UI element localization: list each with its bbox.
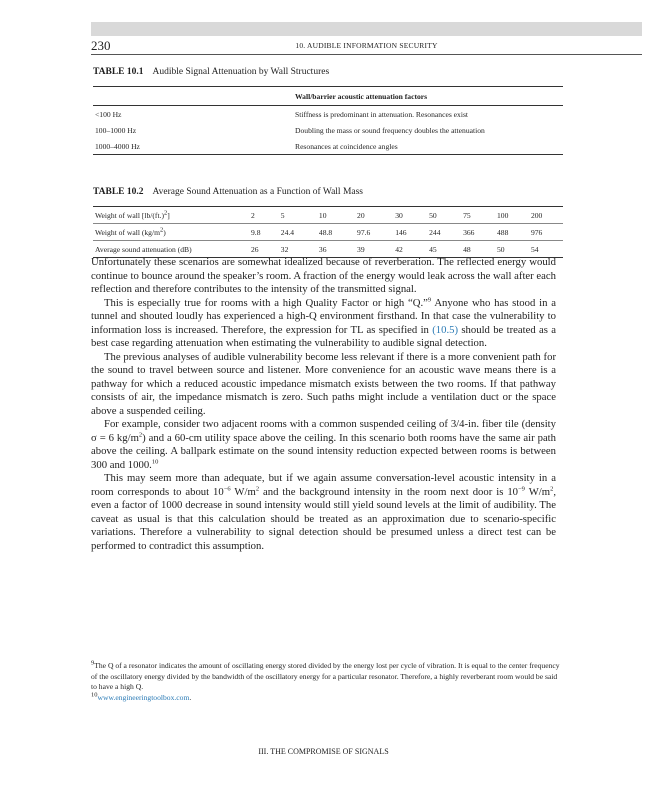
footnote-10: $^{10}$www.engineeringtoolbox.com. <box>91 690 192 702</box>
table2-cell: 39 <box>355 241 393 258</box>
table2-label: TABLE 10.2 <box>93 187 144 197</box>
table-row <box>93 122 563 138</box>
footnotes <box>91 661 561 703</box>
table-row <box>93 106 563 123</box>
table2-cell: 24.4 <box>279 224 317 241</box>
page-number: 230 <box>91 38 111 53</box>
table2-cell: 50 <box>495 241 529 258</box>
table2-cell: 45 <box>427 241 461 258</box>
table1-freq: 1000–4000 Hz <box>93 138 293 155</box>
footnote-9: $^9$The Q of a resonator indicates the amount of oscillating energy stored divided by the energy lost per cycle of vibration. It is equal to the center frequency of the oscillatory energy divided by the bandwidth of the oscillatory energy for a particular resonator. Therefore, a highly reverberant room would be said to have a high Q. <box>91 659 560 691</box>
table2-cell: 32 <box>279 241 317 258</box>
page-header <box>91 38 642 55</box>
table2-row-label: Weight of wall $[lb/(ft.)^2]$ <box>93 207 249 224</box>
table2-cell: 26 <box>249 241 279 258</box>
table2-cell: 36 <box>317 241 355 258</box>
page-footer: III. THE COMPROMISE OF SIGNALS <box>258 747 389 756</box>
table2 <box>93 206 563 258</box>
table2-cell: 366 <box>461 224 495 241</box>
table1-freq: 100–1000 Hz <box>95 125 137 135</box>
table2-cell: 9.8 <box>249 224 279 241</box>
paragraph: Unfortunately these scenarios are somewhat idealized because of reverberation. The reflected energy would continue to bounce around the speaker’s room. A fraction of the energy would leak across the wall after each reflection and therefore contributes to the intensity of the transmitted signal. <box>91 256 556 295</box>
footnote-link[interactable]: www.engineeringtoolbox.com <box>97 692 190 702</box>
table1-freq: <100 Hz <box>95 109 122 119</box>
table2-cell: 488 <box>495 224 529 241</box>
paragraph: For example, consider two adjacent rooms with a common suspended ceiling of 3/4-in. fiber tile (density σ = 6 $kg/m^2$) and a 60-cm utility space above the ceiling. In this scenario both rooms have the same air path above the ceiling. A ballpark estimate on the sound intensity reduction expected between rooms is between 300 and 1000.10 <box>91 418 556 471</box>
table-row <box>93 138 563 155</box>
table1-label: TABLE 10.1 <box>93 67 144 77</box>
paragraph: The previous analyses of audible vulnerability become less relevant if there is a more convenient path for the sound to travel between source and listener. More convenience for an acoustic wave means there is a pathway for which a reduced acoustic impedance mismatch exists between the two rooms. If that pathway consists of air, the impedance mismatch is zero. Such paths might include a ventilation duct or the space above a suspended ceiling. <box>91 350 556 417</box>
table2-cell: 54 <box>529 241 563 258</box>
table1-header: Wall/barrier acoustic attenuation factors <box>293 87 563 106</box>
table2-cell: 97.6 <box>355 224 393 241</box>
table2-cell: 244 <box>427 224 461 241</box>
table2-caption-text: Average Sound Attenuation as a Function of Wall Mass <box>152 187 364 197</box>
table2-row-label: Average sound attenuation (dB) <box>93 241 249 258</box>
table1-factor: Resonances at coincidence angles <box>293 138 563 155</box>
paragraph: This may seem more than adequate, but if we again assume conversation-level acoustic intensity in a room corresponds to about $10^{-6}$ $W/m^2$ and the background intensity in the room next door is $10^{-9}$ $W/m^2$, even a factor of 1000 decrease in sound intensity would still yield sound levels at the limit of audibility. The caveat as usual is that this calculation should be treated as an approximation due to scenario-specific variations. Therefore a vulnerability to signal detection should be presumed unless a direct test can be performed to contradict this assumption. <box>91 472 556 552</box>
body-text <box>91 256 556 553</box>
table2-caption <box>93 187 363 197</box>
table2-row-label: Weight of wall $(kg/m^2)$ <box>93 224 249 241</box>
table1-caption <box>93 67 329 77</box>
table2-cell: 48 <box>461 241 495 258</box>
table-row <box>93 241 563 258</box>
table2-cell: 200 <box>529 207 563 224</box>
table2-cell: 20 <box>355 207 393 224</box>
table2-cell: 50 <box>427 207 461 224</box>
table1-factor: Stiffness is predominant in attenuation. Resonances exist <box>295 109 469 119</box>
table1-factor: Doubling the mass or sound frequency doubles the attenuation <box>295 125 485 135</box>
table2-cell: 146 <box>393 224 427 241</box>
equation-link[interactable]: (10.5) <box>432 323 459 336</box>
chapter-title: 10. AUDIBLE INFORMATION SECURITY <box>295 41 438 50</box>
table2-cell: 976 <box>529 224 563 241</box>
table-row <box>93 207 563 224</box>
table2-cell: 10 <box>317 207 355 224</box>
table2-cell: 5 <box>279 207 317 224</box>
table2-cell: 75 <box>461 207 495 224</box>
table2-cell: 100 <box>495 207 529 224</box>
table2-cell: 2 <box>249 207 279 224</box>
table2-cell: 42 <box>393 241 427 258</box>
table2-cell: 48.8 <box>317 224 355 241</box>
table-row <box>93 224 563 241</box>
table2-cell: 30 <box>393 207 427 224</box>
table1-caption-text: Audible Signal Attenuation by Wall Structures <box>152 67 330 77</box>
top-bar <box>91 22 642 36</box>
paragraph: This is especially true for rooms with a high Quality Factor or high “Q.”$^9$ Anyone who has stood in a tunnel and shouted loudly has experienced a high-Q environment firsthand. In that case the vulnerability to information loss is increased. Therefore, the expression for TL as specified in (10.5) should be treated as a best case regarding attenuation when estimating the vulnerability to audible signal detection. <box>91 295 556 349</box>
table1 <box>93 86 563 155</box>
